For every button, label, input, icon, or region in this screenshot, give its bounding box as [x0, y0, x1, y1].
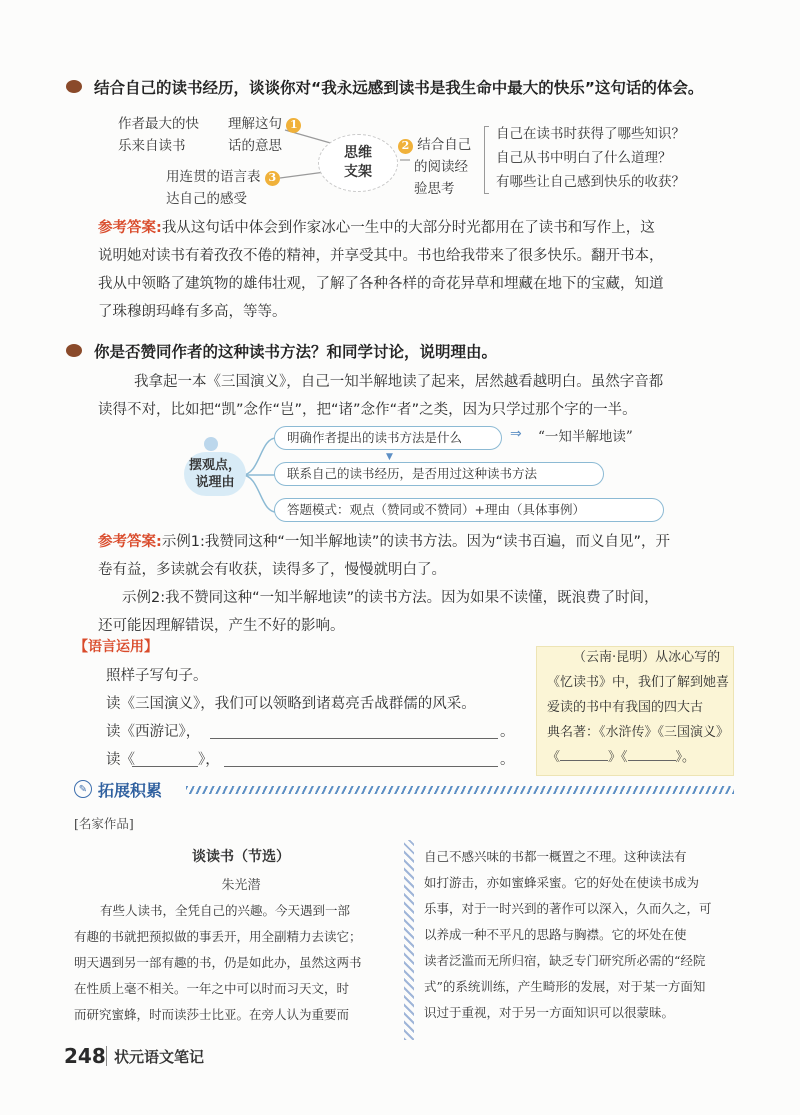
section-language-use: 【语言运用】: [74, 639, 158, 655]
mindmap-1-item-2: 2 结合自己 的阅读经 验思考: [398, 134, 471, 200]
exam-sidebox: （云南·昆明）从冰心写的 《忆读书》中，我们了解到她喜 爱读的书中有我国的四大古 典名著：《水浒传》《三国演义》 《 》《 》。: [536, 646, 734, 776]
mindmap-2-result-1: “一知半解地读”: [538, 429, 633, 445]
language-instruction: 照样子写句子。: [106, 668, 208, 684]
sidebox-blank-1[interactable]: [560, 760, 608, 761]
essay-author: 朱光潜: [221, 878, 261, 893]
fill-blank-2-book[interactable]: [132, 766, 198, 767]
mindmap-1-bracket: [484, 126, 489, 194]
footer-divider: [106, 1046, 107, 1066]
answer-2: 参考答案:示例1:我赞同这种“一知半解地读”的读书方法。因为“读书百遍，而义自见”，开 卷有益，多读就会有收获，读得多了，慢慢就明白了。 示例2:我不赞同这种“一知半解地读”的读书方法。因为如果不读懂，既浪费了时间， 还可能因理解错误，产生不好的影响。: [98, 534, 670, 634]
fill-blank-1[interactable]: [210, 738, 498, 739]
essay-right-column: 自己不感兴味的书都一概置之不理。这种读法有 如打游击，亦如蜜蜂采蜜。它的好处在使读书成为 乐事，对于一时兴到的著作可以深入，久而久之，可 以养成一种不平凡的思路与胸襟。它的坏处在使 读者泛滥而无所归宿，缺乏专门研究所必需的“经院 式”的系统训练，产生畸形的发展，对于某一方面知 识过于重视，对于另一方面知识可以很蒙昧。: [424, 849, 712, 1020]
question-2: 你是否赞同作者的这种读书方法？和同学讨论，说明理由。: [94, 343, 498, 361]
mindmap-1-item-1: 理解这句 1 话的意思: [228, 113, 301, 157]
answer-1-label: 参考答案:: [98, 220, 162, 236]
arrow-down-icon: ▼: [386, 452, 393, 462]
fill-sentence-1-period: 。: [500, 724, 515, 740]
book-icon: ✎: [74, 780, 92, 798]
fill-sentence-2-mid: 》，: [198, 752, 220, 768]
fill-sentence-2-period: 。: [500, 752, 515, 768]
number-2-icon: 2: [398, 139, 413, 154]
language-example: 读《三国演义》，我们可以领略到诸葛亮舌战群儒的风采。: [106, 696, 476, 712]
fill-sentence-2-prefix: 读《: [106, 752, 135, 768]
fill-sentence-1-prefix: 读《西游记》，: [106, 724, 201, 740]
number-1-icon: 1: [286, 118, 301, 133]
column-divider: [404, 840, 414, 1040]
book-title: 状元语文笔记: [114, 1048, 205, 1066]
arrow-right-icon: ⇒: [510, 426, 522, 442]
essay-left-column: 有些人读书，全凭自己的兴趣。今天遇到一部 有趣的书就把预拟做的事丢开，用全副精力去读它； 明天遇到另一部有趣的书，仍是如此办，虽然这两书 在性质上毫不相关。一年之中可以时而习天文，时 而研究蜜蜂，时而读莎士比亚。在旁人认为重要而: [74, 903, 362, 1022]
extension-title: 拓展积累: [98, 781, 163, 800]
mindmap-2-branch-2: 联系自己的读书经历，是否用过这种读书方法: [274, 462, 604, 486]
mindmap-1-center: 思维 支架: [318, 134, 398, 192]
mindmap-2-branch-3: 答题模式：观点（赞同或不赞同）+理由（具体事例）: [274, 498, 664, 522]
mindmap-1-right-questions: 自己在读书时获得了哪些知识？ 自己从书中明白了什么道理？ 有哪些让自己感到快乐的收获？: [496, 126, 685, 190]
extension-category: [名家作品]: [74, 816, 134, 831]
fill-blank-2[interactable]: [224, 766, 498, 767]
quote-passage: 我拿起一本《三国演义》，自己一知半解地读了起来，居然越看越明白。虽然字音都 读得不对，比如把“凯”念作“岂”，把“诸”念作“者”之类，因为只学过那个字的一半。: [98, 374, 664, 418]
answer-1: 参考答案:我从这句话中体会到作家冰心一生中的大部分时光都用在了读书和写作上，这 说明她对读书有着孜孜不倦的精神，并享受其中。书也给我带来了很多快乐。翻开书本， 我从中领略了建筑物的雄伟壮观，了解了各种各样的奇花异草和埋藏在地下的宝藏，知道 了珠穆朗玛峰有多高，等等。: [98, 220, 664, 320]
question-1: 结合自己的读书经历，谈谈你对“我永远感到读书是我生命中最大的快乐”这句话的体会。: [94, 79, 704, 97]
answer-2-label: 参考答案:: [98, 534, 162, 550]
lightbulb-icon: [204, 437, 218, 451]
bullet-icon: [66, 80, 82, 93]
mindmap-2-center: 摆观点， 说理由: [184, 452, 246, 496]
mindmap-2-branch-1: 明确作者提出的读书方法是什么: [274, 426, 502, 450]
mindmap-1-item-3: 用连贯的语言表 3 达自己的感受: [166, 166, 280, 210]
essay-title: 谈读书（节选）: [192, 849, 290, 865]
page-number: 248: [64, 1044, 106, 1068]
mindmap-1-note-left: 作者最大的快 乐来自读书: [118, 116, 199, 154]
section-divider: [186, 786, 734, 794]
bullet-icon: [66, 344, 82, 357]
sidebox-blank-2[interactable]: [628, 760, 676, 761]
number-3-icon: 3: [265, 171, 280, 186]
